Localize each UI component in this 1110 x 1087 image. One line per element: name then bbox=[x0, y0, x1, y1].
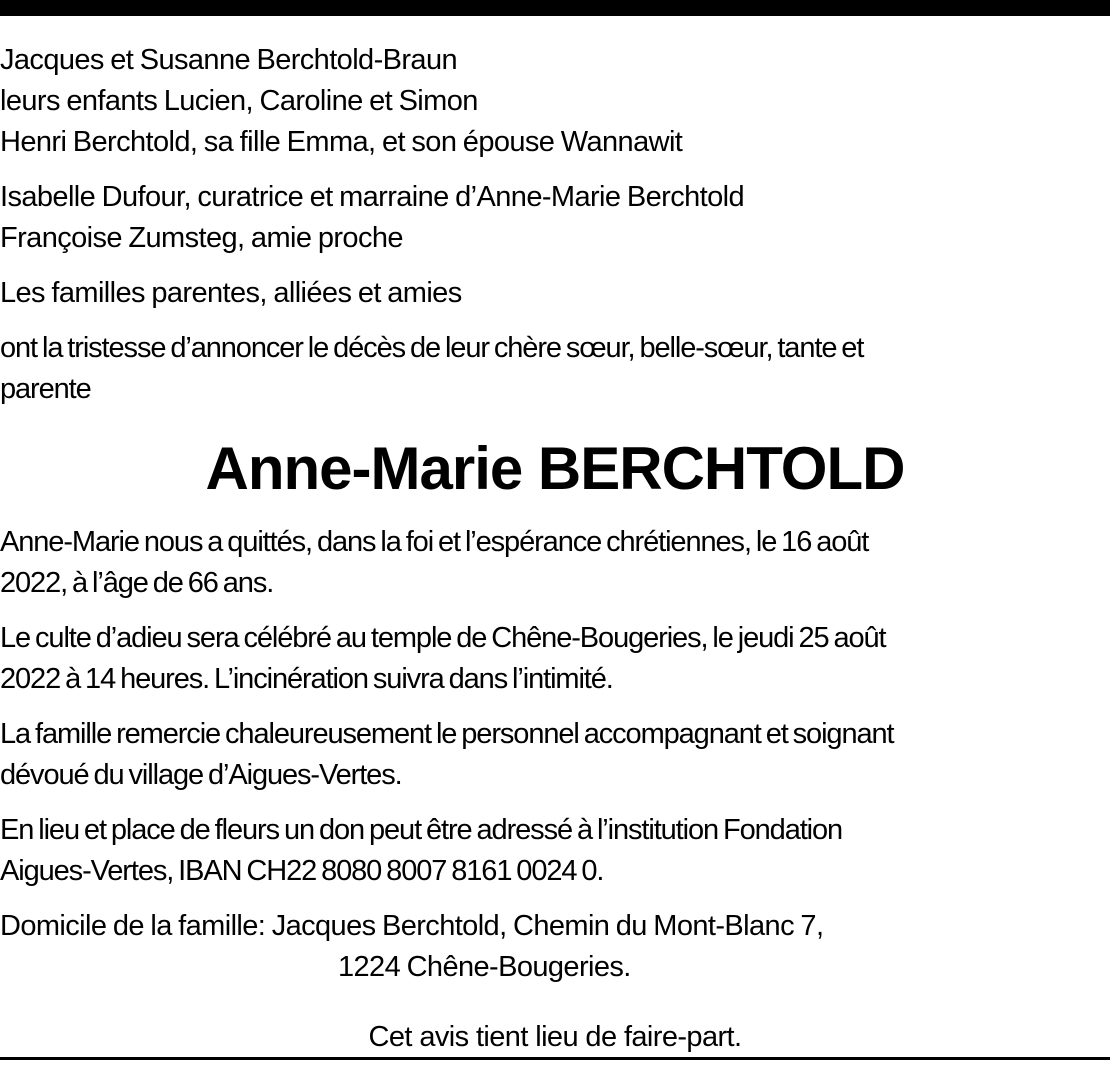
top-rule bbox=[0, 0, 1110, 16]
deceased-name: Anne-Marie BERCHTOLD bbox=[205, 435, 905, 502]
domicile-block bbox=[0, 906, 1110, 988]
thanks-block bbox=[0, 714, 1110, 796]
obituary-notice bbox=[0, 40, 1110, 1087]
donation-line: En lieu et place de fleurs un don peut être adressé à l’institution Fondation bbox=[0, 814, 843, 846]
service-block bbox=[0, 618, 1110, 700]
donation-line: Aigues-Vertes, IBAN CH22 8080 8007 8161 0024 0. bbox=[0, 855, 604, 887]
friends-line: Françoise Zumsteg, amie proche bbox=[0, 222, 403, 254]
death-notice-line: Anne-Marie nous a quittés, dans la foi et l’espérance chrétiennes, le 16 août bbox=[0, 526, 869, 558]
service-line: 2022 à 14 heures. L’incinération suivra dans l’intimité. bbox=[0, 663, 613, 695]
announcement-block bbox=[0, 328, 1110, 410]
thanks-line: dévoué du village d’Aigues-Vertes. bbox=[0, 759, 402, 791]
service-line: Le culte d’adieu sera célébré au temple de Chêne-Bougeries, le jeudi 25 août bbox=[0, 622, 886, 654]
closing-note: Cet avis tient lieu de faire-part. bbox=[368, 1021, 742, 1053]
family-line: Henri Berchtold, sa fille Emma, et son épouse Wannawit bbox=[0, 126, 683, 158]
donation-block bbox=[0, 810, 1110, 892]
domicile-line: Domicile de la famille: Jacques Berchtold, Chemin du Mont-Blanc 7, bbox=[0, 910, 824, 942]
family-line: leurs enfants Lucien, Caroline et Simon bbox=[0, 85, 478, 117]
family-line: Jacques et Susanne Berchtold-Braun bbox=[0, 44, 458, 76]
announcement-line: ont la tristesse d’annoncer le décès de leur chère sœur, belle-sœur, tante et bbox=[0, 332, 864, 364]
thanks-line: La famille remercie chaleureusement le personnel accompagnant et soignant bbox=[0, 718, 894, 750]
death-notice-line: 2022, à l’âge de 66 ans. bbox=[0, 567, 274, 599]
relatives-line: Les familles parentes, alliées et amies bbox=[0, 277, 462, 309]
friends-block bbox=[0, 177, 1110, 259]
relatives-block bbox=[0, 273, 1110, 314]
announcement-line: parente bbox=[0, 373, 91, 405]
family-block bbox=[0, 40, 1110, 163]
domicile-address: 1224 Chêne-Bougeries. bbox=[338, 951, 631, 983]
bottom-rule bbox=[0, 1057, 1110, 1060]
death-notice-block bbox=[0, 522, 1110, 604]
friends-line: Isabelle Dufour, curatrice et marraine d’Anne-Marie Berchtold bbox=[0, 181, 744, 213]
